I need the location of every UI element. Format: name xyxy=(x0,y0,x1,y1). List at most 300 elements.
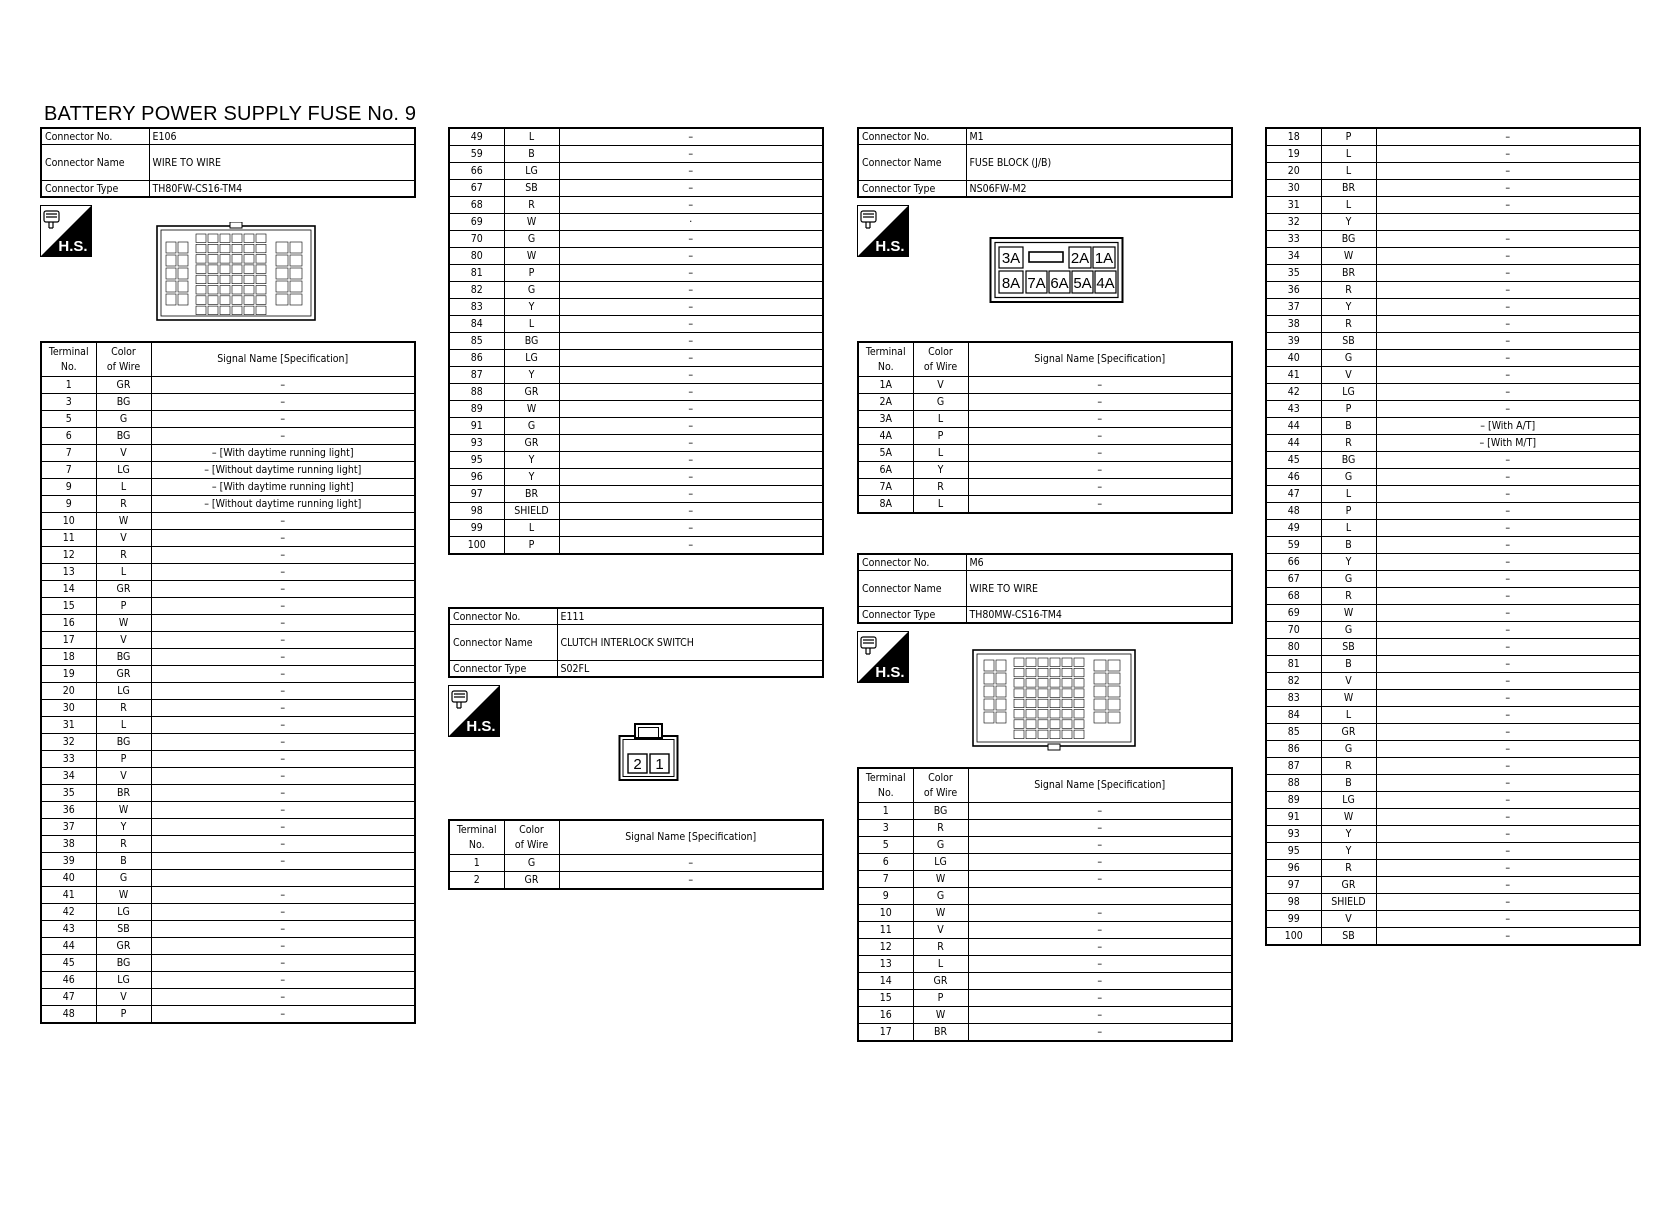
signal-name-header: Signal Name [Specification] xyxy=(151,342,415,377)
terminal-row xyxy=(1266,741,1640,758)
wire-color-cell: Y xyxy=(1321,214,1376,231)
e106-terminal-table-b-section xyxy=(448,127,824,555)
harness-side-icon xyxy=(857,631,909,683)
signal-name-cell: – xyxy=(1376,537,1640,554)
terminal-no-cell: 66 xyxy=(449,163,504,180)
wire-color-cell: LG xyxy=(504,163,559,180)
terminal-row xyxy=(1266,486,1640,503)
terminal-no-cell: 3 xyxy=(858,820,913,837)
signal-name-cell: – xyxy=(1376,826,1640,843)
wire-color-cell: W xyxy=(96,802,151,819)
terminal-no-cell: 10 xyxy=(41,513,96,530)
m6-terminal-table-a-section xyxy=(857,767,1233,1042)
signal-name-cell: – xyxy=(1376,350,1640,367)
terminal-no-cell: 19 xyxy=(1266,146,1321,163)
terminal-row xyxy=(41,734,415,751)
terminal-row xyxy=(41,819,415,836)
signal-name-cell: – xyxy=(559,197,823,214)
wire-color-cell: GR xyxy=(96,377,151,394)
signal-name-cell: – xyxy=(151,904,415,921)
wire-color-cell: W xyxy=(96,887,151,904)
connector-no-label: Connector No. xyxy=(449,608,557,625)
terminal-no-cell: 86 xyxy=(449,350,504,367)
terminal-row xyxy=(858,973,1232,990)
signal-name-cell: – xyxy=(1376,367,1640,384)
terminal-no-cell: 44 xyxy=(1266,418,1321,435)
terminal-row xyxy=(858,871,1232,888)
color-of-wire-header: Color of Wire xyxy=(96,342,151,377)
signal-name-cell: – xyxy=(1376,843,1640,860)
terminal-no-cell: 45 xyxy=(41,955,96,972)
wire-color-cell: Y xyxy=(504,469,559,486)
terminal-row xyxy=(858,905,1232,922)
terminal-row xyxy=(1266,401,1640,418)
terminal-row xyxy=(858,939,1232,956)
signal-name-cell: – xyxy=(1376,656,1640,673)
signal-name-cell: – xyxy=(968,1007,1232,1024)
page-title: BATTERY POWER SUPPLY FUSE No. 9 xyxy=(44,103,417,125)
wire-color-cell: BG xyxy=(96,394,151,411)
terminal-row xyxy=(449,384,823,401)
terminal-no-cell: 59 xyxy=(449,146,504,163)
terminal-row xyxy=(449,299,823,316)
terminal-row xyxy=(1266,809,1640,826)
terminal-no-cell: 86 xyxy=(1266,741,1321,758)
signal-name-cell: – xyxy=(151,751,415,768)
terminal-row xyxy=(449,180,823,197)
signal-name-cell: – xyxy=(151,666,415,683)
terminal-row xyxy=(1266,843,1640,860)
terminal-row xyxy=(41,632,415,649)
terminal-no-header: Terminal No. xyxy=(449,820,504,855)
signal-name-cell: – xyxy=(968,973,1232,990)
signal-name-cell: – xyxy=(1376,401,1640,418)
wire-color-cell: V xyxy=(913,377,968,394)
signal-name-header: Signal Name [Specification] xyxy=(559,820,823,855)
wire-color-cell: G xyxy=(96,870,151,887)
terminal-no-cell: 18 xyxy=(1266,128,1321,146)
wire-color-cell: BG xyxy=(504,333,559,350)
terminal-no-cell: 40 xyxy=(41,870,96,887)
terminal-no-cell: 14 xyxy=(41,581,96,598)
connector-no-label: Connector No. xyxy=(858,128,966,145)
terminal-row xyxy=(41,785,415,802)
wire-color-cell: GR xyxy=(1321,724,1376,741)
signal-name-cell: – xyxy=(559,486,823,503)
wire-color-cell: P xyxy=(1321,128,1376,146)
terminal-no-cell: 67 xyxy=(1266,571,1321,588)
terminal-no-cell: 17 xyxy=(41,632,96,649)
e106-terminal-table-a xyxy=(40,341,416,1024)
signal-name-cell: – [With daytime running light] xyxy=(151,445,415,462)
terminal-row xyxy=(1266,775,1640,792)
terminal-no-cell: 8A xyxy=(858,496,913,514)
terminal-no-cell: 20 xyxy=(1266,163,1321,180)
signal-name-cell: – xyxy=(559,367,823,384)
terminal-row xyxy=(41,394,415,411)
terminal-row xyxy=(1266,214,1640,231)
pin-label: 7A xyxy=(1027,275,1046,292)
terminal-no-cell: 59 xyxy=(1266,537,1321,554)
terminal-row xyxy=(858,428,1232,445)
signal-name-cell: – xyxy=(968,922,1232,939)
wire-color-cell: W xyxy=(1321,809,1376,826)
signal-name-cell: – xyxy=(559,163,823,180)
wire-color-cell: L xyxy=(504,520,559,537)
terminal-no-cell: 9 xyxy=(858,888,913,905)
terminal-row xyxy=(41,904,415,921)
terminal-row xyxy=(41,717,415,734)
terminal-row xyxy=(1266,231,1640,248)
terminal-row xyxy=(41,666,415,683)
wire-color-cell: L xyxy=(913,411,968,428)
terminal-row xyxy=(858,888,1232,905)
signal-name-cell: – xyxy=(151,547,415,564)
wire-color-cell: G xyxy=(504,418,559,435)
signal-name-cell: – xyxy=(151,989,415,1006)
wire-color-cell: GR xyxy=(504,872,559,890)
svg-text:H.S.: H.S. xyxy=(58,238,88,255)
terminal-row xyxy=(1266,894,1640,911)
terminal-row xyxy=(449,316,823,333)
terminal-no-cell: 42 xyxy=(41,904,96,921)
signal-name-cell: – [With A/T] xyxy=(1376,418,1640,435)
wire-color-cell: P xyxy=(504,265,559,282)
terminal-no-cell: 5A xyxy=(858,445,913,462)
terminal-row xyxy=(1266,860,1640,877)
signal-name-cell: – xyxy=(1376,809,1640,826)
wire-color-cell: L xyxy=(913,496,968,514)
terminal-row xyxy=(41,836,415,853)
terminal-row xyxy=(41,513,415,530)
wire-color-cell: LG xyxy=(96,904,151,921)
terminal-row xyxy=(41,462,415,479)
signal-name-cell: – xyxy=(559,418,823,435)
signal-name-cell: – xyxy=(968,462,1232,479)
terminal-no-cell: 36 xyxy=(1266,282,1321,299)
signal-name-cell: – xyxy=(151,564,415,581)
signal-name-cell: – xyxy=(968,803,1232,820)
wire-color-cell: G xyxy=(1321,571,1376,588)
terminal-no-cell: 89 xyxy=(1266,792,1321,809)
terminal-no-cell: 49 xyxy=(449,128,504,146)
terminal-row xyxy=(41,938,415,955)
wire-color-cell: G xyxy=(1321,622,1376,639)
terminal-row xyxy=(1266,163,1640,180)
terminal-row xyxy=(449,197,823,214)
terminal-no-cell: 69 xyxy=(449,214,504,231)
wire-color-cell: BR xyxy=(1321,180,1376,197)
connector-no-value: M1 xyxy=(966,128,1232,145)
terminal-row xyxy=(1266,877,1640,894)
wire-color-cell: BG xyxy=(1321,231,1376,248)
terminal-no-cell: 89 xyxy=(449,401,504,418)
wire-color-cell: G xyxy=(1321,350,1376,367)
wire-color-cell: BG xyxy=(96,734,151,751)
wire-color-cell: BR xyxy=(1321,265,1376,282)
terminal-row xyxy=(41,530,415,547)
signal-name-cell: – xyxy=(559,128,823,146)
signal-name-cell: – xyxy=(559,333,823,350)
signal-name-cell: – xyxy=(1376,554,1640,571)
terminal-no-cell: 39 xyxy=(1266,333,1321,350)
wire-color-cell: SHIELD xyxy=(1321,894,1376,911)
wire-color-cell: BR xyxy=(504,486,559,503)
signal-name-cell: – xyxy=(151,632,415,649)
signal-name-cell: – xyxy=(151,955,415,972)
signal-name-cell xyxy=(1376,214,1640,231)
harness-side-icon xyxy=(448,685,500,737)
e106-terminal-table-a-section xyxy=(40,341,416,1024)
terminal-no-header: Terminal No. xyxy=(41,342,96,377)
terminal-no-cell: 47 xyxy=(41,989,96,1006)
wire-color-cell: P xyxy=(1321,503,1376,520)
terminal-no-cell: 95 xyxy=(449,452,504,469)
connector-name-label: Connector Name xyxy=(858,571,966,607)
terminal-row xyxy=(1266,265,1640,282)
terminal-row xyxy=(1266,826,1640,843)
signal-name-cell: – xyxy=(559,435,823,452)
terminal-row xyxy=(1266,333,1640,350)
terminal-row xyxy=(1266,282,1640,299)
wire-color-cell: R xyxy=(1321,758,1376,775)
signal-name-cell: – xyxy=(1376,520,1640,537)
wire-color-cell: Y xyxy=(1321,299,1376,316)
terminal-no-cell: 31 xyxy=(41,717,96,734)
signal-name-cell: – xyxy=(151,581,415,598)
wire-color-cell: W xyxy=(96,513,151,530)
terminal-row xyxy=(41,445,415,462)
wire-color-cell: Y xyxy=(1321,826,1376,843)
terminal-no-cell: 39 xyxy=(41,853,96,870)
terminal-row xyxy=(449,537,823,555)
terminal-row xyxy=(41,853,415,870)
connector-name-value: CLUTCH INTERLOCK SWITCH xyxy=(557,625,823,661)
connector-no-label: Connector No. xyxy=(41,128,149,145)
terminal-no-cell: 48 xyxy=(1266,503,1321,520)
wire-color-cell: G xyxy=(913,837,968,854)
svg-text:H.S.: H.S. xyxy=(875,238,905,255)
terminal-row xyxy=(41,768,415,785)
signal-name-cell: – xyxy=(1376,333,1640,350)
terminal-no-cell: 6 xyxy=(858,854,913,871)
signal-name-cell: – xyxy=(559,855,823,872)
color-of-wire-header: Color of Wire xyxy=(913,342,968,377)
connector-name-label: Connector Name xyxy=(41,145,149,181)
terminal-no-cell: 17 xyxy=(858,1024,913,1042)
terminal-no-cell: 11 xyxy=(858,922,913,939)
signal-name-cell: – xyxy=(1376,571,1640,588)
terminal-row xyxy=(449,282,823,299)
wire-color-cell: G xyxy=(504,231,559,248)
signal-name-cell: – xyxy=(559,503,823,520)
terminal-row xyxy=(1266,605,1640,622)
m6-connector-face-diagram xyxy=(972,646,1136,756)
terminal-row xyxy=(1266,350,1640,367)
wire-color-cell: P xyxy=(1321,401,1376,418)
terminal-no-cell: 45 xyxy=(1266,452,1321,469)
terminal-row xyxy=(1266,146,1640,163)
signal-name-cell xyxy=(968,888,1232,905)
wire-color-cell: G xyxy=(504,855,559,872)
wire-color-cell: V xyxy=(96,530,151,547)
terminal-no-header: Terminal No. xyxy=(858,342,913,377)
terminal-row xyxy=(41,700,415,717)
terminal-no-cell: 49 xyxy=(1266,520,1321,537)
pin-label: 4A xyxy=(1096,275,1115,292)
wire-color-cell: R xyxy=(504,197,559,214)
terminal-no-cell: 34 xyxy=(1266,248,1321,265)
wire-color-cell: B xyxy=(504,146,559,163)
e111-connector-section xyxy=(448,607,824,678)
terminal-no-cell: 81 xyxy=(449,265,504,282)
terminal-no-cell: 88 xyxy=(449,384,504,401)
connector-type-label: Connector Type xyxy=(41,181,149,198)
signal-name-cell: – xyxy=(1376,197,1640,214)
connector-no-value: E111 xyxy=(557,608,823,625)
signal-name-cell: – xyxy=(968,990,1232,1007)
wire-color-cell: Y xyxy=(504,367,559,384)
m6-terminal-table-a xyxy=(857,767,1233,1042)
wire-color-cell: BR xyxy=(96,785,151,802)
signal-name-cell: – xyxy=(968,411,1232,428)
e106-terminal-table-b xyxy=(448,127,824,555)
wire-color-cell: GR xyxy=(1321,877,1376,894)
terminal-no-cell: 100 xyxy=(1266,928,1321,946)
terminal-row xyxy=(1266,316,1640,333)
wire-color-cell: SB xyxy=(1321,639,1376,656)
wire-color-cell: P xyxy=(96,1006,151,1024)
signal-name-cell: – xyxy=(559,350,823,367)
wire-color-cell: L xyxy=(913,956,968,973)
wire-color-cell: V xyxy=(96,632,151,649)
wire-color-cell: LG xyxy=(96,972,151,989)
terminal-no-cell: 96 xyxy=(1266,860,1321,877)
terminal-no-cell: 43 xyxy=(1266,401,1321,418)
terminal-no-cell: 31 xyxy=(1266,197,1321,214)
terminal-no-cell: 95 xyxy=(1266,843,1321,860)
terminal-no-cell: 91 xyxy=(449,418,504,435)
signal-name-cell: – xyxy=(151,394,415,411)
signal-name-cell: – xyxy=(151,768,415,785)
terminal-row xyxy=(1266,180,1640,197)
terminal-row xyxy=(1266,622,1640,639)
signal-name-cell: – xyxy=(1376,128,1640,146)
terminal-no-cell: 43 xyxy=(41,921,96,938)
signal-name-cell: – xyxy=(151,683,415,700)
signal-name-cell: – [Without daytime running light] xyxy=(151,496,415,513)
wire-color-cell: BG xyxy=(1321,452,1376,469)
wire-color-cell: LG xyxy=(96,462,151,479)
wire-color-cell: L xyxy=(1321,197,1376,214)
wire-color-cell: R xyxy=(1321,860,1376,877)
signal-name-cell: – xyxy=(1376,724,1640,741)
connector-name-value: FUSE BLOCK (J/B) xyxy=(966,145,1232,181)
signal-name-cell: – xyxy=(151,598,415,615)
wire-color-cell: BG xyxy=(96,955,151,972)
terminal-no-cell: 98 xyxy=(449,503,504,520)
terminal-no-cell: 4A xyxy=(858,428,913,445)
terminal-row xyxy=(858,820,1232,837)
terminal-no-cell: 100 xyxy=(449,537,504,555)
terminal-no-cell: 35 xyxy=(41,785,96,802)
terminal-row xyxy=(1266,792,1640,809)
terminal-row xyxy=(449,265,823,282)
signal-name-cell: – xyxy=(968,377,1232,394)
terminal-no-cell: 70 xyxy=(449,231,504,248)
terminal-no-cell: 2 xyxy=(449,872,504,890)
terminal-no-cell: 42 xyxy=(1266,384,1321,401)
connector-name-value: WIRE TO WIRE xyxy=(966,571,1232,607)
signal-name-cell: – xyxy=(559,384,823,401)
wire-color-cell: V xyxy=(96,445,151,462)
terminal-row xyxy=(41,887,415,904)
terminal-row xyxy=(41,972,415,989)
wire-color-cell: L xyxy=(1321,520,1376,537)
terminal-row xyxy=(41,649,415,666)
terminal-no-cell: 97 xyxy=(1266,877,1321,894)
wire-color-cell: L xyxy=(504,128,559,146)
wire-color-cell: GR xyxy=(96,666,151,683)
terminal-no-cell: 82 xyxy=(1266,673,1321,690)
terminal-no-cell: 6A xyxy=(858,462,913,479)
wire-color-cell: SB xyxy=(1321,928,1376,946)
terminal-row xyxy=(449,214,823,231)
signal-name-cell: – xyxy=(151,819,415,836)
wire-color-cell: P xyxy=(504,537,559,555)
signal-name-cell: – xyxy=(151,513,415,530)
wire-color-cell: R xyxy=(96,836,151,853)
terminal-row xyxy=(1266,911,1640,928)
wire-color-cell: W xyxy=(913,871,968,888)
color-of-wire-header: Color of Wire xyxy=(913,768,968,803)
wire-color-cell: LG xyxy=(504,350,559,367)
signal-name-cell: – xyxy=(1376,469,1640,486)
signal-name-cell: – xyxy=(968,820,1232,837)
wire-color-cell: V xyxy=(96,768,151,785)
terminal-row xyxy=(41,955,415,972)
terminal-row xyxy=(449,163,823,180)
signal-name-cell: – xyxy=(559,282,823,299)
terminal-row xyxy=(858,854,1232,871)
terminal-row xyxy=(858,922,1232,939)
signal-name-cell: – xyxy=(1376,503,1640,520)
wire-color-cell: R xyxy=(913,939,968,956)
terminal-row xyxy=(41,496,415,513)
pin-label: 2A xyxy=(1070,250,1090,267)
pin-label: 1 xyxy=(655,756,664,773)
terminal-no-cell: 15 xyxy=(41,598,96,615)
m6-connector-section xyxy=(857,553,1233,624)
terminal-no-cell: 5 xyxy=(41,411,96,428)
wire-color-cell: V xyxy=(1321,911,1376,928)
terminal-row xyxy=(1266,418,1640,435)
terminal-row xyxy=(449,333,823,350)
signal-name-cell: – xyxy=(559,469,823,486)
wire-color-cell: R xyxy=(1321,588,1376,605)
m1-terminal-table-section xyxy=(857,341,1233,514)
wire-color-cell: B xyxy=(1321,537,1376,554)
wire-color-cell: W xyxy=(1321,248,1376,265)
wire-color-cell: P xyxy=(96,598,151,615)
wire-color-cell: BG xyxy=(913,803,968,820)
signal-name-cell: – xyxy=(968,905,1232,922)
wire-color-cell: GR xyxy=(913,973,968,990)
terminal-row xyxy=(858,377,1232,394)
signal-name-cell: – xyxy=(968,445,1232,462)
wire-color-cell: V xyxy=(96,989,151,1006)
terminal-no-cell: 13 xyxy=(41,564,96,581)
